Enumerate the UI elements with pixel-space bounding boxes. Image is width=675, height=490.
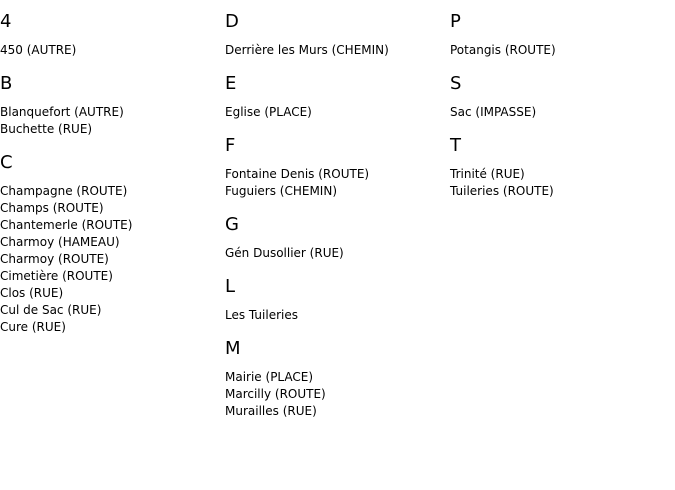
street-list xyxy=(225,369,445,420)
street-list xyxy=(225,104,445,121)
street-list xyxy=(225,245,445,262)
letter-group-e xyxy=(225,73,445,121)
letter-group-p xyxy=(450,11,670,59)
street-list xyxy=(0,183,220,336)
street-item[interactable]: Chantemerle (ROUTE) xyxy=(0,218,133,232)
letter-group-g xyxy=(225,214,445,262)
letter-group-f xyxy=(225,135,445,200)
letter-heading: M xyxy=(225,338,241,359)
street-item[interactable]: Marcilly (ROUTE) xyxy=(225,387,326,401)
letter-group-t xyxy=(450,135,670,200)
letter-heading: B xyxy=(0,73,13,94)
letter-group-d xyxy=(225,11,445,59)
street-item[interactable]: Les Tuileries xyxy=(225,308,298,322)
street-item[interactable]: Buchette (RUE) xyxy=(0,122,93,136)
street-item[interactable]: 450 (AUTRE) xyxy=(0,43,77,57)
street-item[interactable]: Fontaine Denis (ROUTE) xyxy=(225,167,370,181)
column-2 xyxy=(225,11,445,434)
street-item[interactable]: Eglise (PLACE) xyxy=(225,105,312,119)
street-item[interactable]: Charmoy (ROUTE) xyxy=(0,252,109,266)
street-item[interactable]: Murailles (RUE) xyxy=(225,404,317,418)
street-item[interactable]: Cul de Sac (RUE) xyxy=(0,303,102,317)
letter-heading: L xyxy=(225,276,236,297)
street-item[interactable]: Trinité (RUE) xyxy=(450,167,525,181)
letter-heading: F xyxy=(225,135,236,156)
street-list xyxy=(225,166,445,200)
street-list xyxy=(225,42,445,59)
street-item[interactable]: Gén Dusollier (RUE) xyxy=(225,246,344,260)
street-item[interactable]: Potangis (ROUTE) xyxy=(450,43,556,57)
letter-heading: G xyxy=(225,214,239,235)
street-item[interactable]: Tuileries (ROUTE) xyxy=(450,184,554,198)
street-list xyxy=(0,104,220,138)
letter-group-l xyxy=(225,276,445,324)
letter-group-c xyxy=(0,152,220,336)
street-list xyxy=(0,42,220,59)
street-item[interactable]: Cure (RUE) xyxy=(0,320,66,334)
street-item[interactable]: Derrière les Murs (CHEMIN) xyxy=(225,43,389,57)
street-list xyxy=(225,307,445,324)
street-list xyxy=(450,104,670,121)
column-3 xyxy=(450,11,670,214)
street-item[interactable]: Champs (ROUTE) xyxy=(0,201,104,215)
street-item[interactable]: Champagne (ROUTE) xyxy=(0,184,128,198)
street-item[interactable]: Clos (RUE) xyxy=(0,286,64,300)
letter-group-s xyxy=(450,73,670,121)
street-item[interactable]: Blanquefort (AUTRE) xyxy=(0,105,124,119)
letter-heading: T xyxy=(450,135,461,156)
street-item[interactable]: Cimetière (ROUTE) xyxy=(0,269,113,283)
letter-group-4 xyxy=(0,11,220,59)
street-list xyxy=(450,42,670,59)
column-1 xyxy=(0,11,220,350)
street-item[interactable]: Fuguiers (CHEMIN) xyxy=(225,184,338,198)
letter-heading: C xyxy=(0,152,13,173)
street-item[interactable]: Mairie (PLACE) xyxy=(225,370,314,384)
letter-group-m xyxy=(225,338,445,420)
street-list xyxy=(450,166,670,200)
street-item[interactable]: Sac (IMPASSE) xyxy=(450,105,537,119)
letter-heading: D xyxy=(225,11,239,32)
street-item[interactable]: Charmoy (HAMEAU) xyxy=(0,235,120,249)
letter-heading: E xyxy=(225,73,237,94)
letter-heading: P xyxy=(450,11,461,32)
letter-heading: S xyxy=(450,73,462,94)
letter-heading: 4 xyxy=(0,11,12,32)
letter-group-b xyxy=(0,73,220,138)
